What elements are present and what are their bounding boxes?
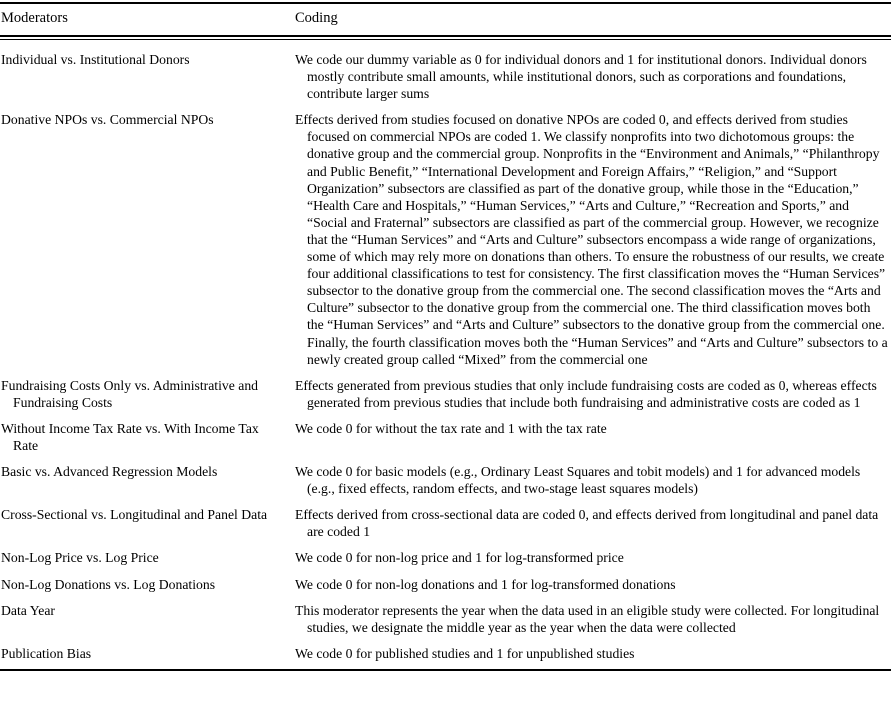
coding-text: Effects derived from studies focused on donative NPOs are coded 0, and effects derived from studies focused on commercial NPOs are coded 1. We classify nonprofits into two dichotomous groups: the donative group and the commercial group. Nonprofits in the “Environment and Animals,” “Philanthropy and Public Benefit,” “International Development and Foreign Affairs,” “Religion,” and “Support Organization” subsectors are classified as part of the donative group, while those in the “Education,” “Health Care and Hospitals,” “Human Services,” “Arts and Culture,” “Recreation and Sports,” and “Social and Fraternal” subsectors are classified as part of the commercial group. However, we recognize that the “Human Services” and “Arts and Culture” subsectors encompass a wide range of organizations, some of which may rely more on donations than others. To ensure the robustness of our results, we create four additional classifications to test for consistency. The first classification moves the “Human Services” subsector to the donative group from the commercial one. The second classification moves the “Arts and Culture” subsector to the donative group from the commercial one. The third classification moves both the “Human Services” and “Arts and Culture” subsectors to the donative group from the commercial one. Finally, the fourth classification moves both the “Human Services” and “Arts and Culture” subsectors to a newly created group called “Mixed” from the commercial one bbox=[295, 112, 888, 367]
table-row bbox=[0, 567, 891, 593]
moderator-label: Publication Bias bbox=[1, 645, 92, 661]
moderator-label: Without Income Tax Rate vs. With Income Tax Rate bbox=[1, 420, 259, 453]
table-row bbox=[0, 454, 891, 497]
moderators-coding-table bbox=[0, 2, 891, 671]
moderator-label: Non-Log Price vs. Log Price bbox=[1, 550, 159, 566]
moderator-label: Fundraising Costs Only vs. Administrative and Fundraising Costs bbox=[1, 377, 259, 410]
moderator-cell bbox=[0, 636, 290, 666]
coding-cell bbox=[290, 411, 891, 454]
moderator-label: Cross-Sectional vs. Longitudinal and Panel Data bbox=[1, 507, 268, 523]
moderator-cell bbox=[0, 368, 290, 411]
table-row bbox=[0, 593, 891, 636]
table-row bbox=[0, 540, 891, 566]
moderator-cell bbox=[0, 454, 290, 497]
coding-text: This moderator represents the year when the data used in an eligible study were collected. For longitudinal studies, we designate the middle year as the year when the data were collected bbox=[295, 602, 880, 635]
moderator-cell bbox=[0, 102, 290, 367]
table bbox=[0, 4, 891, 35]
coding-cell bbox=[290, 368, 891, 411]
coding-cell bbox=[290, 540, 891, 566]
table-header-row bbox=[0, 4, 891, 35]
table-row bbox=[0, 411, 891, 454]
table-row bbox=[0, 497, 891, 540]
table-row bbox=[0, 636, 891, 666]
coding-text: Effects generated from previous studies that only include fundraising costs are coded as 0, whereas effects generated from previous studies that include both fundraising and administrative costs are coded as 1 bbox=[295, 377, 877, 410]
coding-cell bbox=[290, 497, 891, 540]
table-bottom-rule bbox=[0, 669, 891, 671]
moderator-cell bbox=[0, 567, 290, 593]
coding-cell bbox=[290, 636, 891, 666]
coding-cell bbox=[290, 40, 891, 102]
moderator-cell bbox=[0, 593, 290, 636]
moderator-label: Donative NPOs vs. Commercial NPOs bbox=[1, 112, 214, 128]
column-header-coding: Coding bbox=[295, 10, 338, 26]
coding-text: We code our dummy variable as 0 for individual donors and 1 for institutional donors. Individual donors mostly contribute small amounts, while institutional donors, such as corporations and foundations, contribute larger sums bbox=[295, 52, 867, 102]
coding-cell bbox=[290, 593, 891, 636]
column-header-moderators: Moderators bbox=[1, 10, 68, 26]
coding-cell bbox=[290, 567, 891, 593]
coding-text: We code 0 for published studies and 1 for unpublished studies bbox=[295, 645, 635, 661]
table-row bbox=[0, 368, 891, 411]
moderator-label: Non-Log Donations vs. Log Donations bbox=[1, 576, 216, 592]
coding-text: Effects derived from cross-sectional data are coded 0, and effects derived from longitudinal and panel data are coded 1 bbox=[295, 507, 879, 540]
coding-text: We code 0 for without the tax rate and 1 with the tax rate bbox=[295, 420, 607, 436]
coding-text: We code 0 for basic models (e.g., Ordinary Least Squares and tobit models) and 1 for advanced models (e.g., fixed effects, random effects, and two-stage least squares models) bbox=[295, 464, 861, 497]
moderator-label: Individual vs. Institutional Donors bbox=[1, 52, 190, 67]
moderator-label: Basic vs. Advanced Regression Models bbox=[1, 464, 218, 480]
coding-text: We code 0 for non-log donations and 1 for log-transformed donations bbox=[295, 576, 676, 592]
moderator-label: Data Year bbox=[1, 602, 55, 618]
table-row bbox=[0, 40, 891, 102]
table-body bbox=[0, 40, 891, 666]
moderator-cell bbox=[0, 540, 290, 566]
table-row bbox=[0, 102, 891, 367]
moderator-cell bbox=[0, 497, 290, 540]
moderator-cell bbox=[0, 40, 290, 102]
coding-cell bbox=[290, 102, 891, 367]
moderator-cell bbox=[0, 411, 290, 454]
coding-text: We code 0 for non-log price and 1 for log-transformed price bbox=[295, 550, 624, 566]
coding-cell bbox=[290, 454, 891, 497]
